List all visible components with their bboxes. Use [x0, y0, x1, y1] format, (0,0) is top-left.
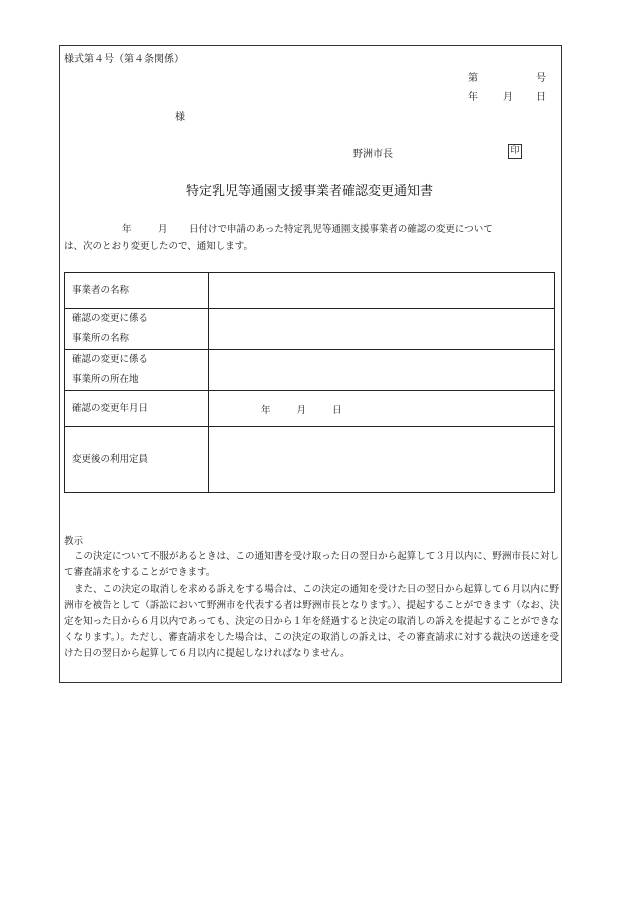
table-row: [65, 350, 555, 391]
doc-number-dai: 第: [468, 73, 478, 84]
label-facility-name: 確認の変更に係る 事業所の名称: [65, 309, 209, 350]
notice-paragraph-2: また、この決定の取消しを求める訴えをする場合は、この決定の通知を受けた日の翌日から起算して６月以内に野洲市を被告として（訴訟において野洲市を代表する者は野洲市長となります。）、提起することができます（なお、決定を知った日から６月以内であっても、決定の日から１年を経過すると決定の取消しの訴えを提起することができなくなります。）。ただし、審査請求をした場合は、この決定の取消しの訴えは、その審査請求に対する裁決の送達を受けた日の翌日から起算して６月以内に提起しなければなりません。: [64, 584, 559, 659]
label-business-name: 事業者の名称: [65, 273, 209, 309]
date-month: 月: [503, 92, 513, 103]
intro-line1: 日付けで申請のあった特定乳児等通園支援事業者の確認の変更について: [189, 224, 493, 235]
table-row: [65, 273, 555, 309]
label-change-date: 確認の変更年月日: [65, 391, 209, 427]
label-capacity: 変更後の利用定員: [65, 427, 209, 493]
value-business-name[interactable]: [209, 273, 555, 309]
intro-year: 年: [122, 224, 132, 235]
date-year: 年: [468, 92, 478, 103]
table-row: [65, 309, 555, 350]
value-facility-address[interactable]: [209, 350, 555, 391]
doc-number-go: 号: [536, 73, 546, 84]
label-facility-address: 確認の変更に係る 事業所の所在地: [65, 350, 209, 391]
notice-heading: 教示: [64, 536, 84, 547]
table-row: [65, 391, 555, 427]
intro-month: 月: [158, 224, 168, 235]
value-change-date[interactable]: 年 月 日: [209, 391, 555, 427]
value-facility-name[interactable]: [209, 309, 555, 350]
value-capacity[interactable]: [209, 427, 555, 493]
form-number: 様式第４号（第４条関係）: [64, 54, 184, 65]
issuer: 野洲市長: [353, 149, 393, 160]
intro-line2: は、次のとおり変更したので、通知します。: [64, 241, 254, 252]
notice-paragraph-1: この決定について不服があるときは、この通知書を受け取った日の翌日から起算して３月以内に、野洲市長に対して審査請求をすることができます。: [64, 551, 559, 578]
document-title: 特定乳児等通園支援事業者確認変更通知書: [186, 184, 434, 199]
table-row: [65, 427, 555, 493]
seal-mark: 印: [508, 144, 522, 159]
addressee-suffix: 様: [175, 112, 185, 123]
date-day: 日: [536, 92, 546, 103]
info-table: [64, 272, 555, 493]
